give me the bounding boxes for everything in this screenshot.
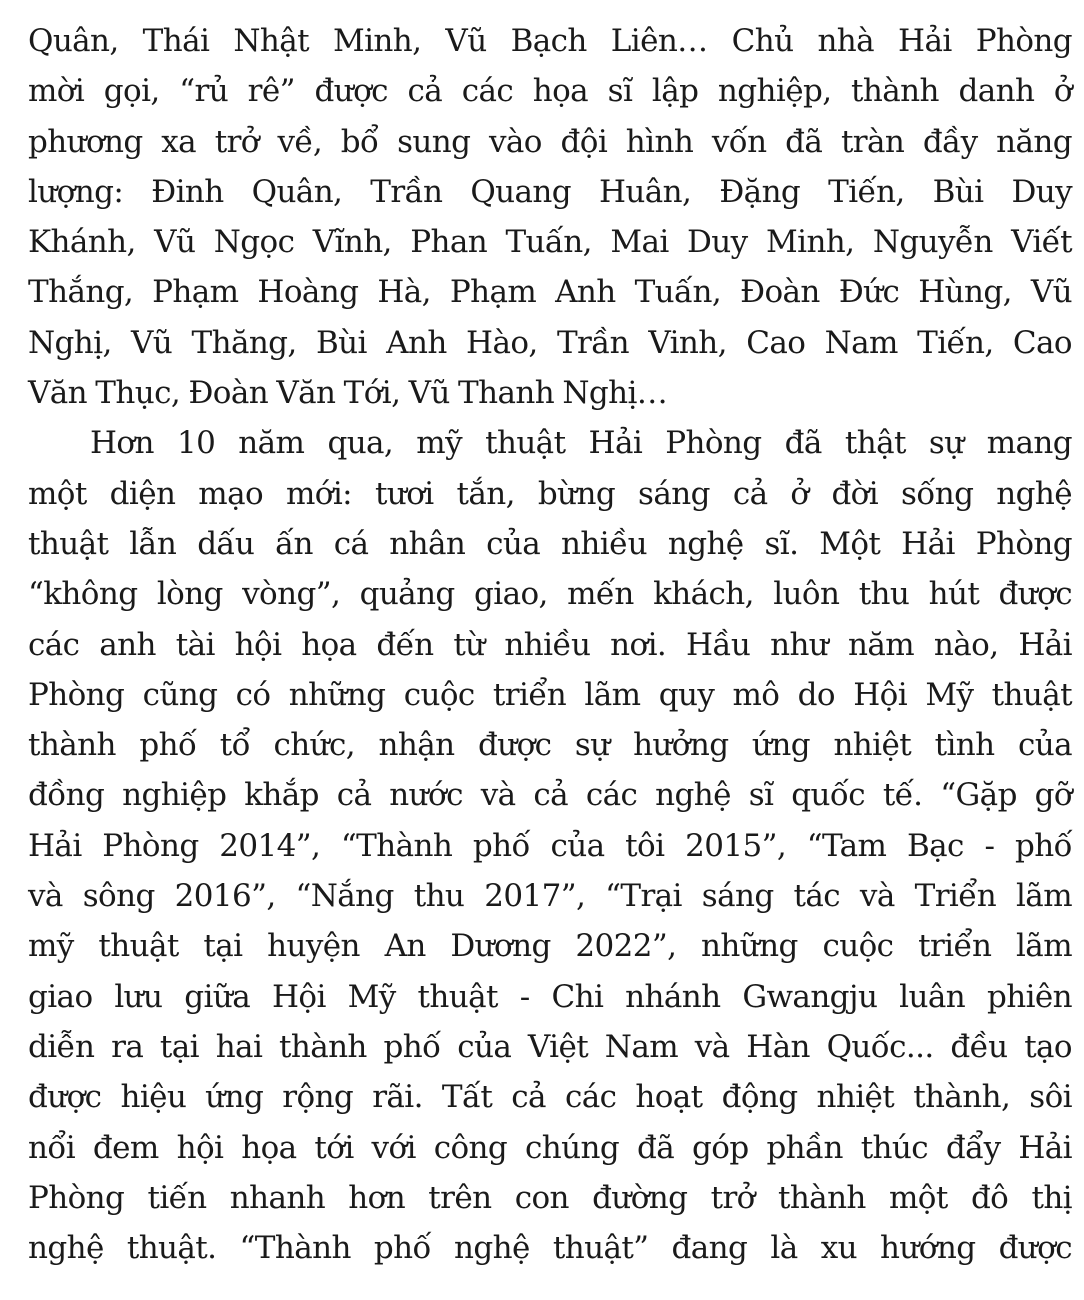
text-line: đồng nghiệp khắp cả nước và cả các nghệ sĩ quốc tế. “Gặp gỡ (28, 777, 1072, 814)
text-line: nghệ thuật. “Thành phố nghệ thuật” đang là xu hướng được (28, 1230, 1072, 1267)
text-line: “không lòng vòng”, quảng giao, mến khách, luôn thu hút được (28, 576, 1072, 613)
text-line: các anh tài hội họa đến từ nhiều nơi. Hầu như năm nào, Hải (28, 626, 1072, 663)
document-page (28, 16, 1072, 1273)
text-line: Nghị, Vũ Thăng, Bùi Anh Hào, Trần Vinh, Cao Nam Tiến, Cao (28, 324, 1072, 361)
text-line: Hải Phòng 2014”, “Thành phố của tôi 2015”, “Tam Bạc - phố (28, 827, 1072, 864)
text-line: Quân, Thái Nhật Minh, Vũ Bạch Liên… Chủ nhà Hải Phòng (28, 23, 1072, 59)
text-line: thuật lẫn dấu ấn cá nhân của nhiều nghệ sĩ. Một Hải Phòng (28, 525, 1072, 562)
text-line: mỹ thuật tại huyện An Dương 2022”, những cuộc triển lãm (28, 928, 1072, 965)
text-line: phương xa trở về, bổ sung vào đội hình vốn đã tràn đầy năng (28, 123, 1072, 160)
text-line: mời gọi, “rủ rê” được cả các họa sĩ lập nghiệp, thành danh ở (28, 73, 1072, 110)
text-line: Khánh, Vũ Ngọc Vĩnh, Phan Tuấn, Mai Duy Minh, Nguyễn Viết (28, 224, 1072, 261)
paragraph-2 (28, 418, 1072, 1273)
text-line: diễn ra tại hai thành phố của Việt Nam và Hàn Quốc... đều tạo (28, 1028, 1072, 1065)
text-line: Phòng cũng có những cuộc triển lãm quy mô do Hội Mỹ thuật (28, 676, 1072, 713)
text-line: được hiệu ứng rộng rãi. Tất cả các hoạt động nhiệt thành, sôi (28, 1079, 1072, 1116)
text-line: thành phố tổ chức, nhận được sự hưởng ứng nhiệt tình của (28, 727, 1072, 764)
text-line: Thắng, Phạm Hoàng Hà, Phạm Anh Tuấn, Đoàn Đức Hùng, Vũ (28, 274, 1072, 311)
text-line: lượng: Đinh Quân, Trần Quang Huân, Đặng Tiến, Bùi Duy (28, 173, 1072, 210)
text-line: giao lưu giữa Hội Mỹ thuật - Chi nhánh Gwangju luân phiên (28, 978, 1072, 1015)
text-line: Phòng tiến nhanh hơn trên con đường trở thành một đô thị (28, 1179, 1072, 1216)
text-line: và sông 2016”, “Nắng thu 2017”, “Trại sáng tác và Triển lãm (28, 878, 1072, 915)
text-line: một diện mạo mới: tươi tắn, bừng sáng cả ở đời sống nghệ (28, 475, 1072, 512)
text-line: nổi đem hội họa tới với công chúng đã góp phần thúc đẩy Hải (28, 1129, 1072, 1166)
paragraph-1 (28, 16, 1072, 418)
text-line: Văn Thục, Đoàn Văn Tới, Vũ Thanh Nghị… (28, 375, 668, 412)
text-line: Hơn 10 năm qua, mỹ thuật Hải Phòng đã thật sự mang (90, 425, 1072, 462)
